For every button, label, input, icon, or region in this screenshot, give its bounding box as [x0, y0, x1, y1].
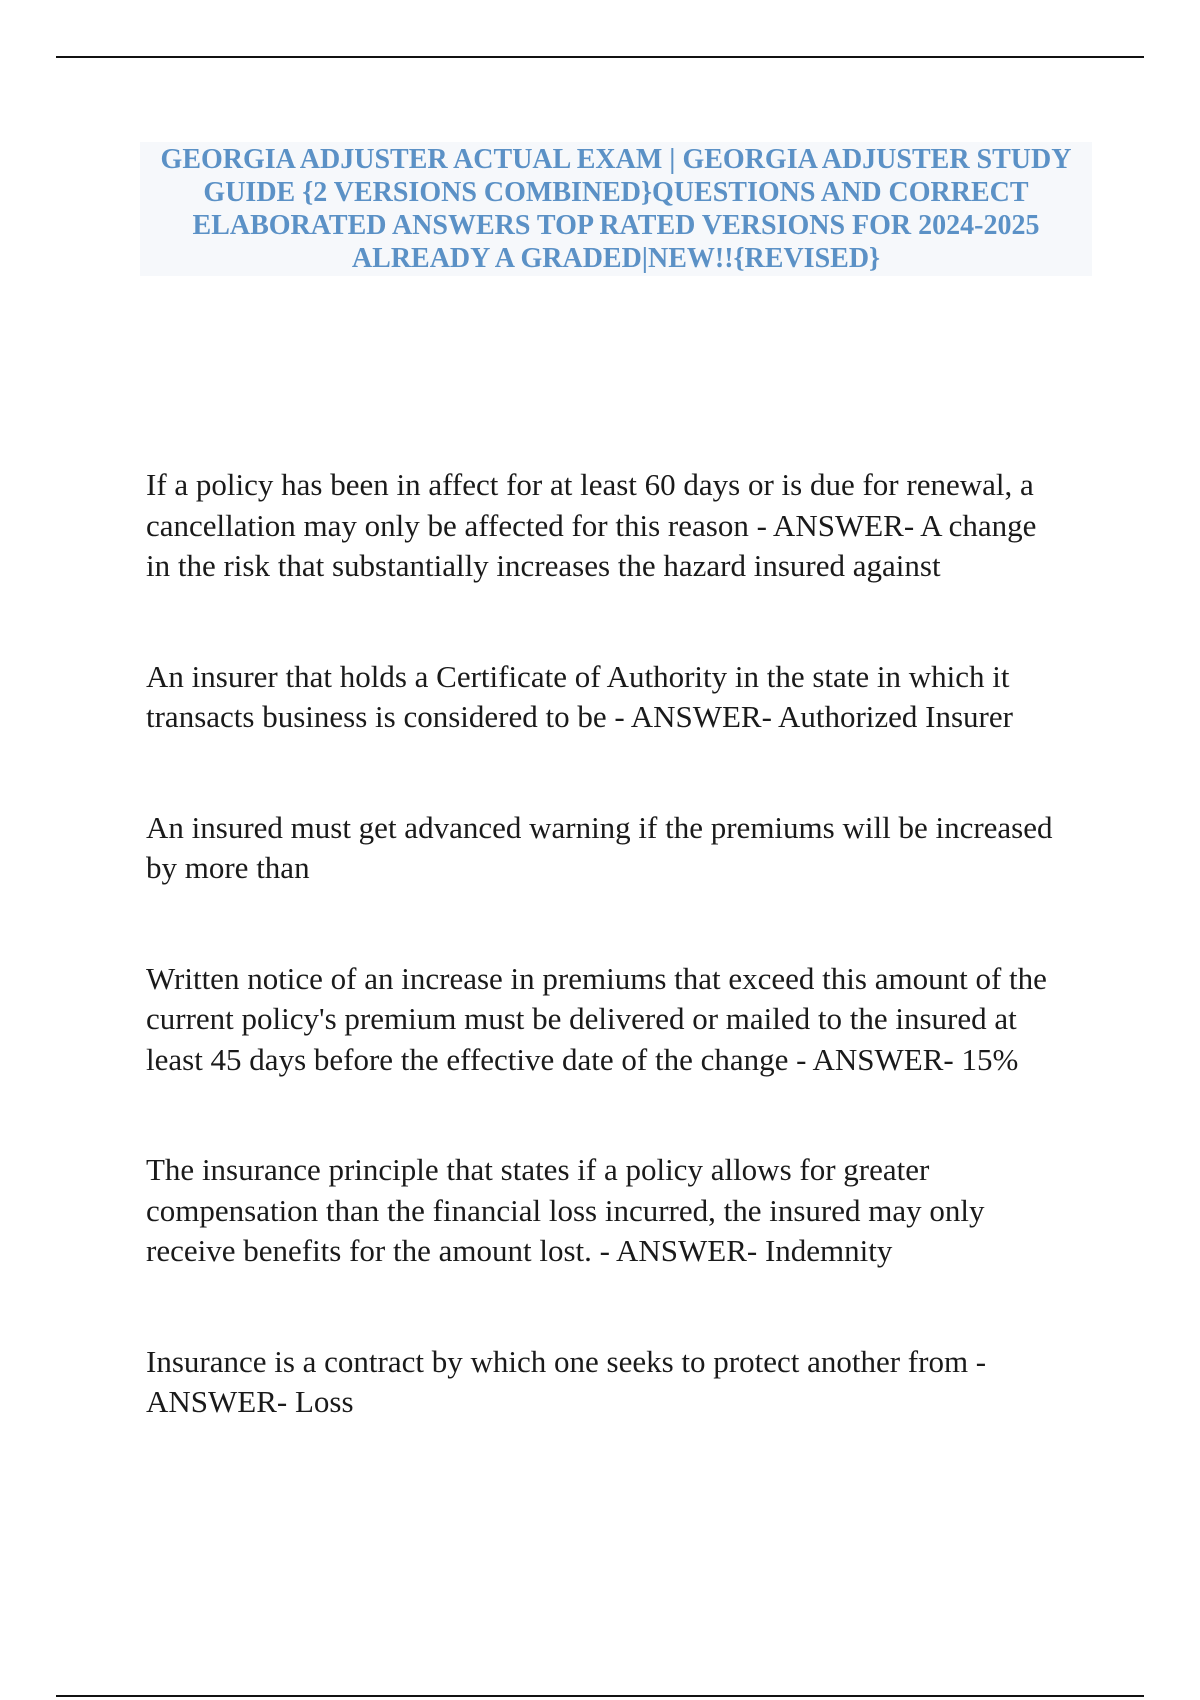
bottom-rule	[56, 1695, 1144, 1697]
qa-item-2: An insurer that holds a Certificate of Authority in the state in which it transacts business is considered to be - ANSWER- Authorized Insurer	[146, 658, 1013, 734]
qa-item-4: Written notice of an increase in premiums that exceed this amount of the current policy's premium must be delivered or mailed to the insured at least 45 days before the effective date of the change - ANSWER- 15%	[146, 960, 1047, 1077]
document-title: GEORGIA ADJUSTER ACTUAL EXAM | GEORGIA ADJUSTER STUDY GUIDE {2 VERSIONS COMBINED}QUESTIONS AND CORRECT ELABORATED ANSWERS TOP RATED VERSIONS FOR 2024-2025 ALREADY A GRADED|NEW!!{REVISED}	[160, 144, 1072, 274]
document-title-banner	[140, 142, 1092, 276]
qa-item-5: The insurance principle that states if a policy allows for greater compensation than the financial loss incurred, the insured may only receive benefits for the amount lost. - ANSWER- Indemnity	[146, 1152, 985, 1268]
qa-item-6: Insurance is a contract by which one seeks to protect another from - ANSWER- Loss	[146, 1343, 987, 1419]
question-answer-list	[146, 465, 1106, 1493]
top-rule	[56, 56, 1144, 58]
qa-item-3: An insured must get advanced warning if the premiums will be increased by more than	[146, 809, 1053, 885]
qa-item-1: If a policy has been in affect for at least 60 days or is due for renewal, a cancellation may only be affected for this reason - ANSWER- A change in the risk that substantially increases the hazard insured against	[146, 467, 1037, 583]
